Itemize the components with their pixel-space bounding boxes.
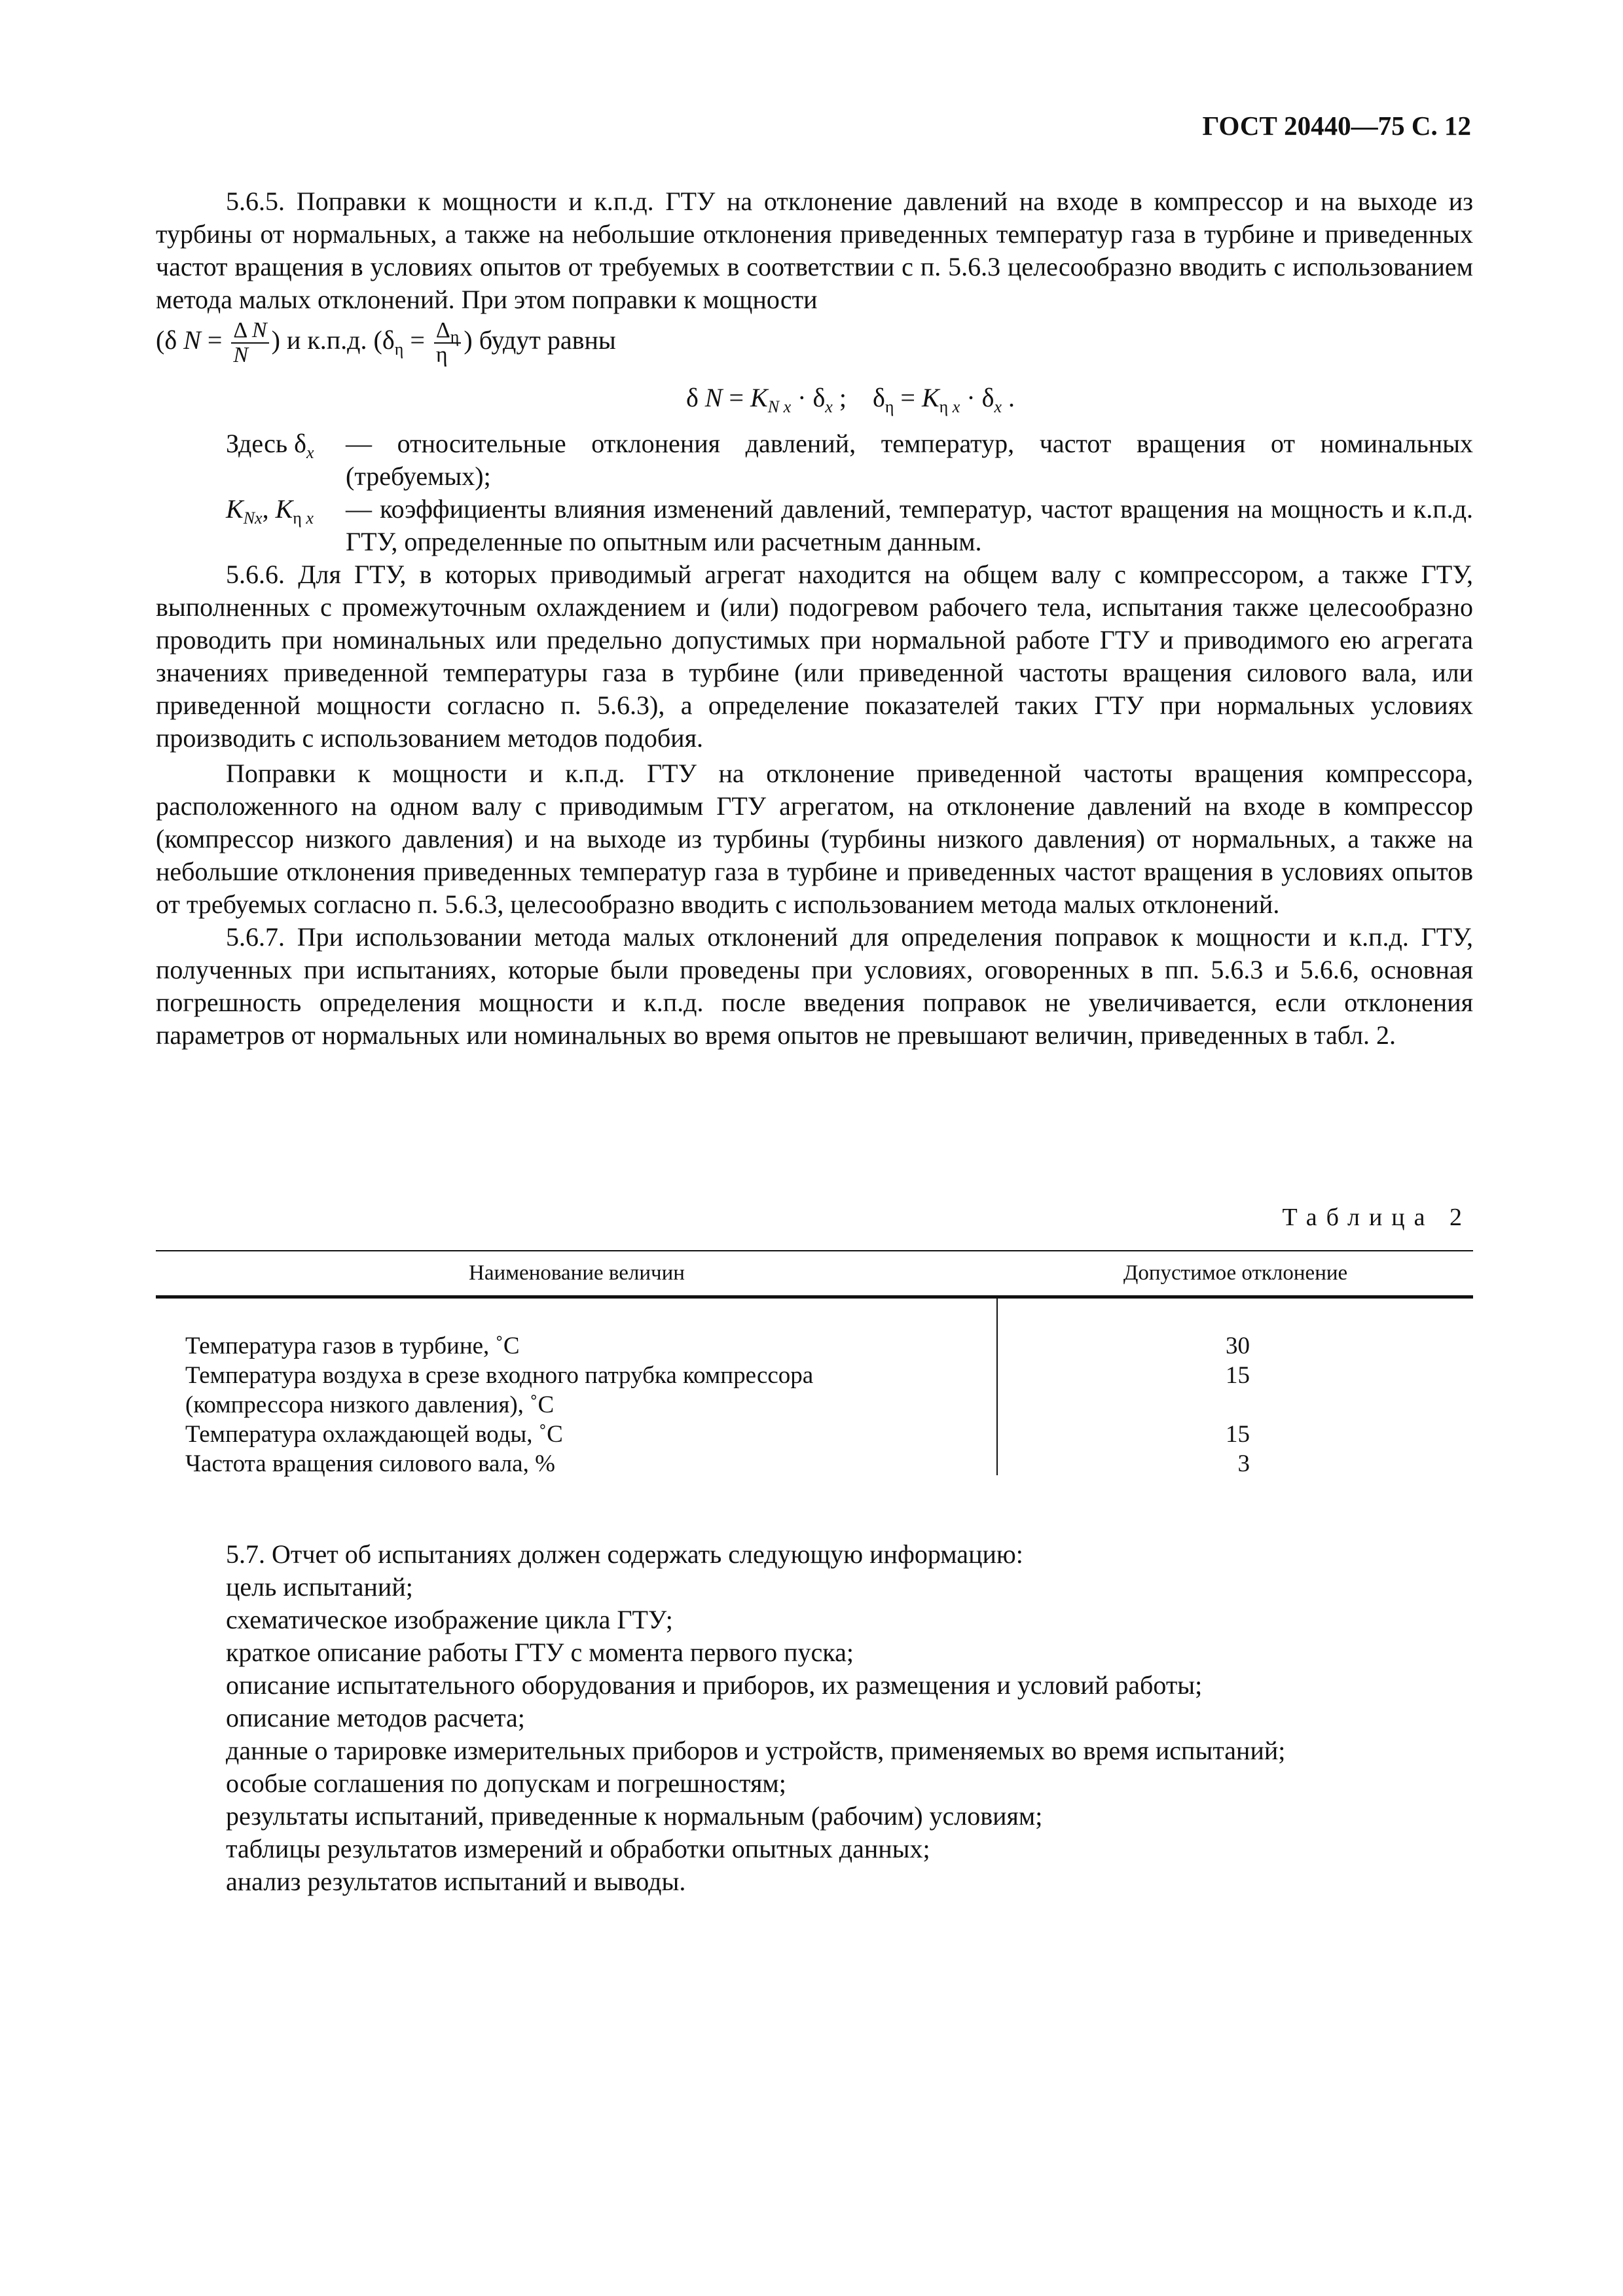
list-item: данные о тарировке измерительных приборов и устройств, применяемых во время испытаний; xyxy=(226,1736,1286,1765)
list-item: таблицы результатов измерений и обработки опытных данных; xyxy=(226,1834,930,1863)
fraction-delta-eta: $\frac{\Delta_\eta}{\eta}$ xyxy=(434,319,461,367)
table-body xyxy=(156,1299,1473,1479)
table-cell-value: 30 xyxy=(1226,1333,1250,1359)
table-names-column xyxy=(156,1299,998,1475)
table-row: Температура охлаждающей воды, ˚С xyxy=(185,1421,563,1448)
paragraph-5-6-5: 5.6.5. Поправки к мощности и к.п.д. ГТУ на отклонение давлений на входе в компрессор и на выходе из турбины от нормальных, а также на небольшие отклонения приведенных температур газа в турбине и приведенных частот вращения в условиях опытов от требуемых в соответствии с п. 5.6.3 целесообразно вводить с использованием метода малых отклонений. При этом поправки к мощности xyxy=(156,187,1473,314)
section-5-7 xyxy=(226,1538,1285,1898)
list-item: описание методов расчета; xyxy=(226,1703,525,1732)
formula-main: δ $N = K_{N x} \cdot \delta_x$ ; $\delta_\eta = K_{\eta x} \cdot \delta_x$ . xyxy=(685,383,1015,416)
list-item: особые соглашения по допускам и погрешностям; xyxy=(226,1768,786,1798)
table-row: Частота вращения силового вала, % xyxy=(185,1450,555,1477)
report-intro: 5.7. Отчет об испытаниях должен содержать следующую информацию: xyxy=(226,1539,1023,1569)
table-row: Температура газов в турбине, ˚С xyxy=(185,1333,520,1359)
table-cell-value xyxy=(998,1390,1473,1420)
deviation-table xyxy=(156,1250,1473,1479)
list-item: цель испытаний; xyxy=(226,1572,413,1602)
table-header-deviation: Допустимое отклонение xyxy=(1123,1261,1348,1285)
table-values-column xyxy=(998,1299,1473,1479)
definition-item: Здесь $\delta_x$ — относительные отклонения давлений, температур, частот вращения от номинальных (требуемых); xyxy=(226,429,1473,491)
table-row: Температура воздуха в срезе входного патрубка компрессора xyxy=(185,1362,814,1389)
paragraph-5-6-7: 5.6.7. При использовании метода малых отклонений для определения поправок к мощности и к.п.д. ГТУ, полученных при испытаниях, которые были проведены при условиях, оговоренных в пп. 5.6.3 и 5.6.6, основная погрешность определения мощности и к.п.д. после введения поправок не увеличивается, если отклонения параметров от нормальных или номинальных во время опытов не превышают величин, приведенных в табл. 2. xyxy=(156,922,1473,1050)
table-cell-value: 3 xyxy=(1237,1450,1250,1477)
definition-list xyxy=(156,427,1473,558)
table-cell-value: 15 xyxy=(1226,1421,1250,1448)
list-item: описание испытательного оборудования и приборов, их размещения и условий работы; xyxy=(226,1670,1203,1700)
fraction-delta-n: $\frac{\text{Δ N}}{N}$ xyxy=(231,319,268,367)
table-header-name: Наименование величин xyxy=(469,1261,685,1285)
paragraph-5-6-6-corrections: Поправки к мощности и к.п.д. ГТУ на отклонение приведенной частоты вращения компрессора, расположенного на одном валу с приводимым ГТУ агрегатом, на отклонение давлений на входе в компрессор (компрессор низкого давления) и на выходе из турбины (турбины низкого давления) от нормальных, а также на небольшие отклонения приведенных температур газа в турбине и приведенных частот вращения в условиях опытов от требуемых согласно п. 5.6.3, целесообразно вводить с использованием метода малых отклонений. xyxy=(156,759,1473,919)
table-row: (компрессора низкого давления), ˚С xyxy=(185,1391,555,1418)
table-caption: Таблица 2 xyxy=(1282,1204,1471,1231)
table-header-row xyxy=(156,1250,1473,1299)
paragraph-5-6-6: 5.6.6. Для ГТУ, в которых приводимый агрегат находится на общем валу с компрессором, а также ГТУ, выполненных с промежуточным охлаждением и (или) подогревом рабочего тела, испытания также целесообразно проводить при номинальных или предельно допустимых при нормальной работе ГТУ и приводимого ею агрегата значениях приведенной температуры газа в турбине (или приведенной частоты вращения силового вала, или приведенной мощности согласно п. 5.6.3), а определение показателей таких ГТУ при нормальных условиях производить с использованием методов подобия. xyxy=(156,560,1473,753)
list-item: результаты испытаний, приведенные к нормальным (рабочим) условиям; xyxy=(226,1801,1043,1831)
formula-line-1: (δ N = $\frac{\text{Δ N}}{N}$ ) и к.п.д. ($\delta_\eta$ = $\frac{\Delta_\eta}{\eta}$ ) будут равны xyxy=(156,318,616,367)
page-header: ГОСТ 20440—75 С. 12 xyxy=(1202,111,1471,141)
list-item: краткое описание работы ГТУ с момента первого пуска; xyxy=(226,1638,854,1667)
section-5-6-5 xyxy=(156,185,1473,1052)
table-cell-value: 15 xyxy=(1226,1362,1250,1389)
list-item: анализ результатов испытаний и выводы. xyxy=(226,1867,686,1896)
list-item: схематическое изображение цикла ГТУ; xyxy=(226,1605,673,1634)
definition-item: $K_{Nx}$, $K_{\eta x}$ — коэффициенты влияния изменений давлений, температур, частот вращения на мощность и к.п.д. ГТУ, определенные по опытным или расчетным данным. xyxy=(226,494,1473,556)
